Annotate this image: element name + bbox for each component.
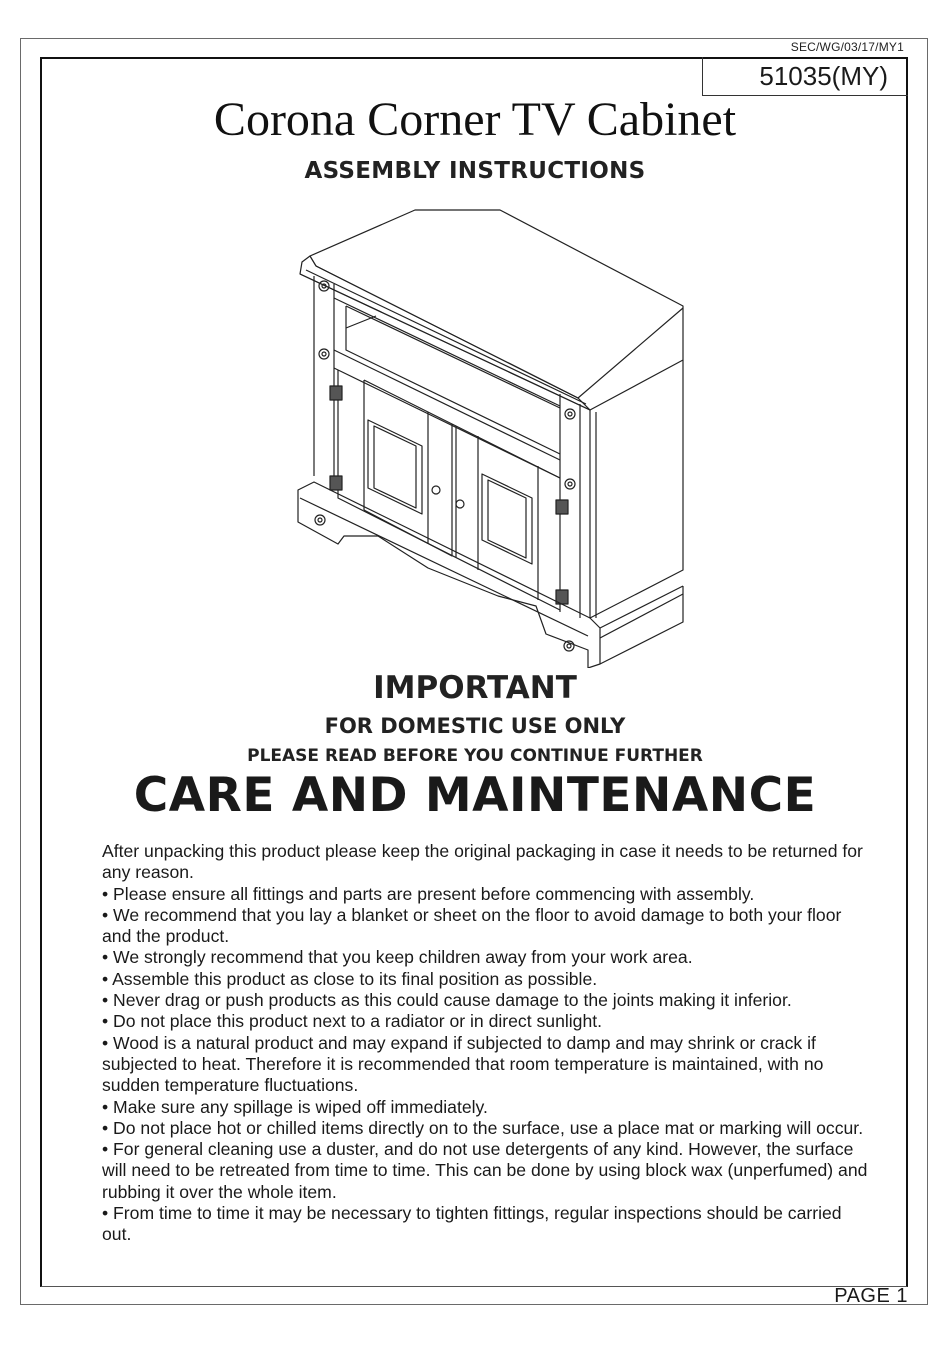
document-reference: SEC/WG/03/17/MY1	[790, 40, 904, 54]
document-subtitle: ASSEMBLY INSTRUCTIONS	[304, 158, 646, 184]
care-item: • Never drag or push products as this could cause damage to the joints making it inferior.	[102, 990, 792, 1011]
care-intro: After unpacking this product please keep the original packaging in case it needs to be returned for any reason.	[102, 841, 863, 883]
care-item: • Do not place this product next to a radiator or in direct sunlight.	[102, 1011, 603, 1032]
product-code: 51035(MY)	[759, 61, 888, 91]
read-before-notice: PLEASE READ BEFORE YOU CONTINUE FURTHER	[247, 746, 703, 766]
care-item: • Please ensure all fittings and parts are present before commencing with assembly.	[102, 883, 755, 904]
domestic-use-notice: FOR DOMESTIC USE ONLY	[324, 714, 626, 738]
care-item: • We strongly recommend that you keep children away from your work area.	[102, 947, 693, 968]
page-number: PAGE 1	[834, 1285, 908, 1307]
care-item: • We recommend that you lay a blanket or sheet on the floor to avoid damage to both your floor and the product.	[102, 904, 842, 947]
care-item: • Assemble this product as close to its final position as possible.	[102, 968, 598, 989]
care-item: • Make sure any spillage is wiped off immediately.	[102, 1096, 488, 1117]
care-item: • Do not place hot or chilled items directly on to the surface, use a place mat or marking will occur.	[102, 1117, 864, 1138]
document-title: Corona Corner TV Cabinet	[213, 93, 737, 146]
care-maintenance-heading: CARE AND MAINTENANCE	[133, 768, 817, 823]
care-item: • From time to time it may be necessary to tighten fittings, regular inspections should be carried out.	[102, 1203, 842, 1245]
corner-tv-cabinet-icon	[288, 198, 698, 668]
care-instructions	[102, 841, 872, 1246]
important-heading: IMPORTANT	[373, 670, 577, 706]
product-code-box	[702, 57, 908, 96]
care-item: • Wood is a natural product and may expand if subjected to damp and may shrink or crack if subjected to heat. Therefore it is recommended that room temperature is maintained, with no sudden temperature fluctuations.	[102, 1032, 824, 1096]
care-item: • For general cleaning use a duster, and do not use detergents of any kind. However, the surface will need to be retreated from time to time. This can be done by using block wax (unperfumed) and rubbing it over the whole item.	[102, 1139, 868, 1202]
